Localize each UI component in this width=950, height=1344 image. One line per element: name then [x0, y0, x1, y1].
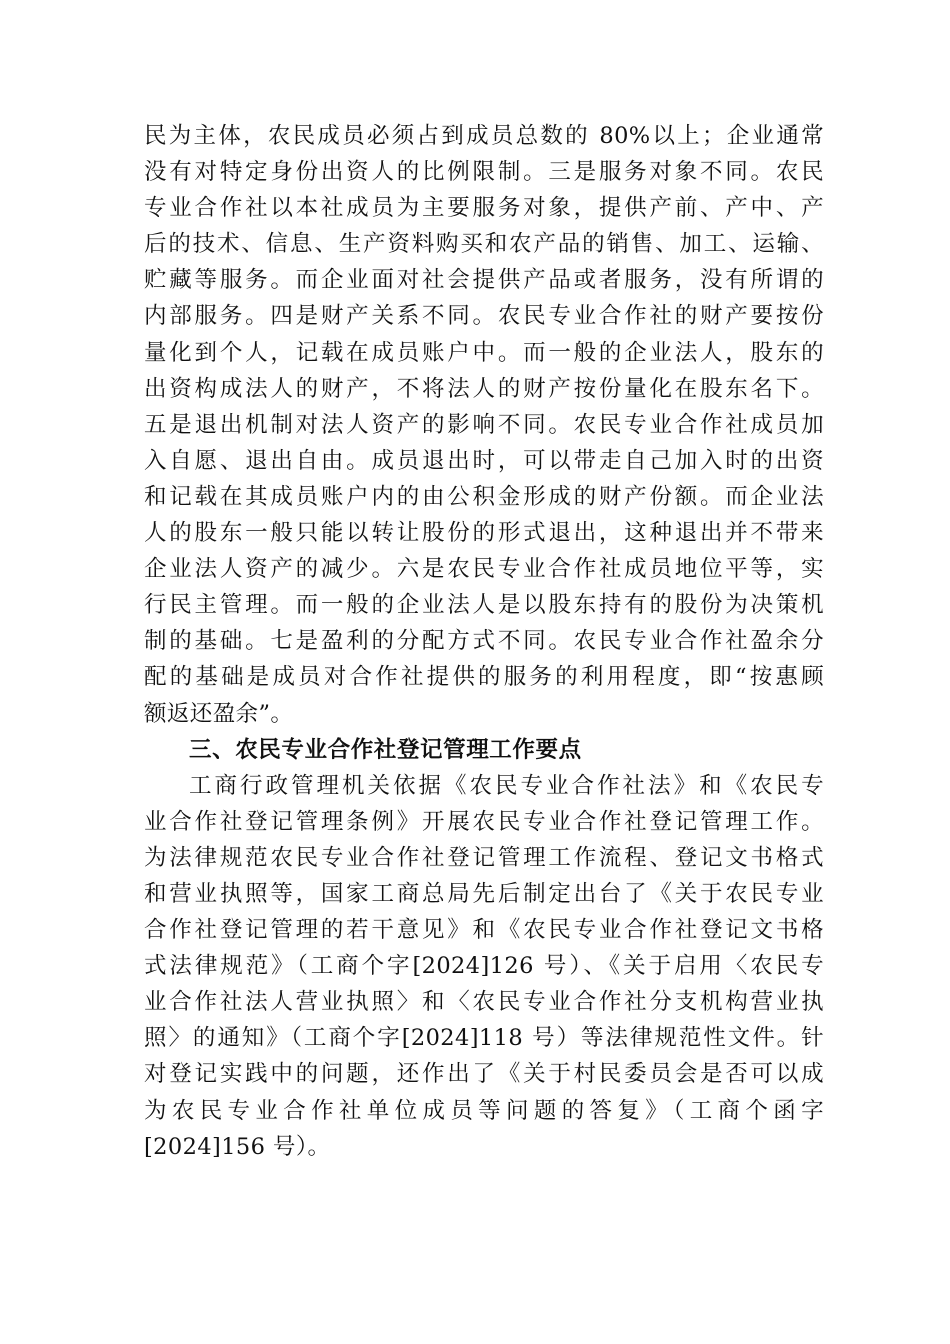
- paragraph-line: 式法律规范》（工商个字[2024]126 号）、《关于启用〈农民专: [144, 953, 824, 980]
- section-heading: 三、农民专业合作社登记管理工作要点: [189, 736, 582, 763]
- paragraph-line: 企业法人资产的减少。六是农民专业合作社成员地位平等，实: [144, 556, 824, 583]
- paragraph-end-line: [2024]156 号）。: [144, 1133, 331, 1160]
- paragraph-line: 贮藏等服务。而企业面对社会提供产品或者服务，没有所谓的: [144, 267, 824, 294]
- paragraph-line: 业合作社登记管理条例》开展农民专业合作社登记管理工作。: [144, 808, 824, 835]
- paragraph-line: 入自愿、退出自由。成员退出时，可以带走自己加入时的出资: [144, 447, 824, 474]
- paragraph-line: 专业合作社以本社成员为主要服务对象，提供产前、产中、产: [144, 195, 824, 222]
- paragraph-line: 和记载在其成员账户内的由公积金形成的财产份额。而企业法: [144, 483, 824, 510]
- paragraph-line: 量化到个人，记载在成员账户中。而一般的企业法人，股东的: [144, 339, 824, 366]
- paragraph-line: 制的基础。七是盈利的分配方式不同。农民专业合作社盈余分: [144, 628, 824, 655]
- paragraph-line: 为农民专业合作社单位成员等问题的答复》（工商个函字: [144, 1097, 824, 1124]
- paragraph-line: 业合作社法人营业执照〉和〈农民专业合作社分支机构营业执: [144, 989, 824, 1016]
- paragraph-line: 没有对特定身份出资人的比例限制。三是服务对象不同。农民: [144, 159, 824, 186]
- paragraph-line: 合作社登记管理的若干意见》和《农民专业合作社登记文书格: [144, 917, 824, 944]
- paragraph-line: 五是退出机制对法人资产的影响不同。农民专业合作社成员加: [144, 411, 824, 438]
- document-body: [144, 118, 824, 1165]
- paragraph-line: 配的基础是成员对合作社提供的服务的利用程度，即“按惠顾: [144, 664, 824, 691]
- paragraph-line: 内部服务。四是财产关系不同。农民专业合作社的财产要按份: [144, 303, 824, 330]
- paragraph-line: 行民主管理。而一般的企业法人是以股东持有的股份为决策机: [144, 592, 824, 619]
- paragraph-end-line: 额返还盈余”。: [144, 700, 294, 727]
- paragraph-line: 人的股东一般只能以转让股份的形式退出，这种退出并不带来: [144, 520, 824, 547]
- paragraph-line: 对登记实践中的问题，还作出了《关于村民委员会是否可以成: [144, 1061, 824, 1088]
- paragraph-line: 和营业执照等，国家工商总局先后制定出台了《关于农民专业: [144, 880, 824, 907]
- paragraph-line: 出资构成法人的财产，不将法人的财产按份量化在股东名下。: [144, 375, 824, 402]
- paragraph-line: 后的技术、信息、生产资料购买和农产品的销售、加工、运输、: [144, 231, 824, 258]
- paragraph-line: 民为主体，农民成员必须占到成员总数的 80%以上；企业通常: [144, 123, 824, 149]
- paragraph-line: 照〉的通知》（工商个字[2024]118 号）等法律规范性文件。针: [144, 1025, 824, 1052]
- paragraph-first-line: 工商行政管理机关依据《农民专业合作社法》和《农民专: [189, 772, 824, 799]
- paragraph-line: 为法律规范农民专业合作社登记管理工作流程、登记文书格式: [144, 844, 824, 871]
